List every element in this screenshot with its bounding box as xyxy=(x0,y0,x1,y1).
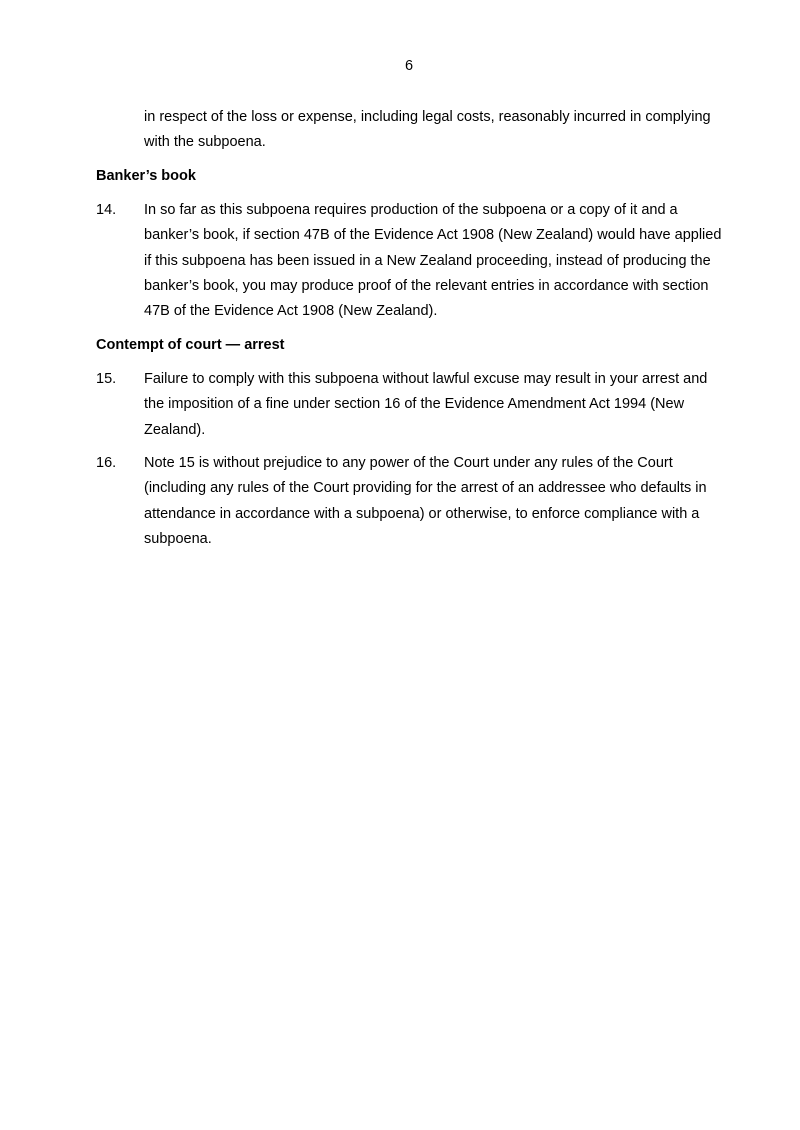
paragraph-14 xyxy=(96,198,726,325)
paragraph-number: 16. xyxy=(96,455,117,472)
document-body xyxy=(96,105,726,561)
paragraph-number: 15. xyxy=(96,370,117,387)
paragraph-15 xyxy=(96,367,726,443)
page-number: 6 xyxy=(404,58,414,74)
paragraph-number: 14. xyxy=(96,201,117,218)
paragraph-text: In so far as this subpoena requires production of the subpoena or a copy of it and a banker’s book, if section 47B of the Evidence Act 1908 (New Zealand) would have applied if this subpoena has been issued in a New Zealand proceeding, instead of producing the banker’s book, you may produce proof of the relevant entries in accordance with section 47B of the Evidence Act 1908 (New Zealand). xyxy=(144,201,722,320)
paragraph-16 xyxy=(96,451,726,553)
paragraph-text: Note 15 is without prejudice to any power of the Court under any rules of the Court (including any rules of the Court providing for the arrest of an addressee who defaults in attendance in accordance with a subpoena) or otherwise, to enforce compliance with a subpoena. xyxy=(144,455,707,548)
paragraph-text: Failure to comply with this subpoena without lawful excuse may result in your arrest and the imposition of a fine under section 16 of the Evidence Amendment Act 1994 (New Zealand). xyxy=(144,370,708,438)
section-heading-bankers-book: Banker’s book xyxy=(96,167,196,184)
continued-paragraph: in respect of the loss or expense, including legal costs, reasonably incurred in complying with the subpoena. xyxy=(144,109,711,151)
section-heading-contempt-of-court: Contempt of court — arrest xyxy=(96,336,285,353)
